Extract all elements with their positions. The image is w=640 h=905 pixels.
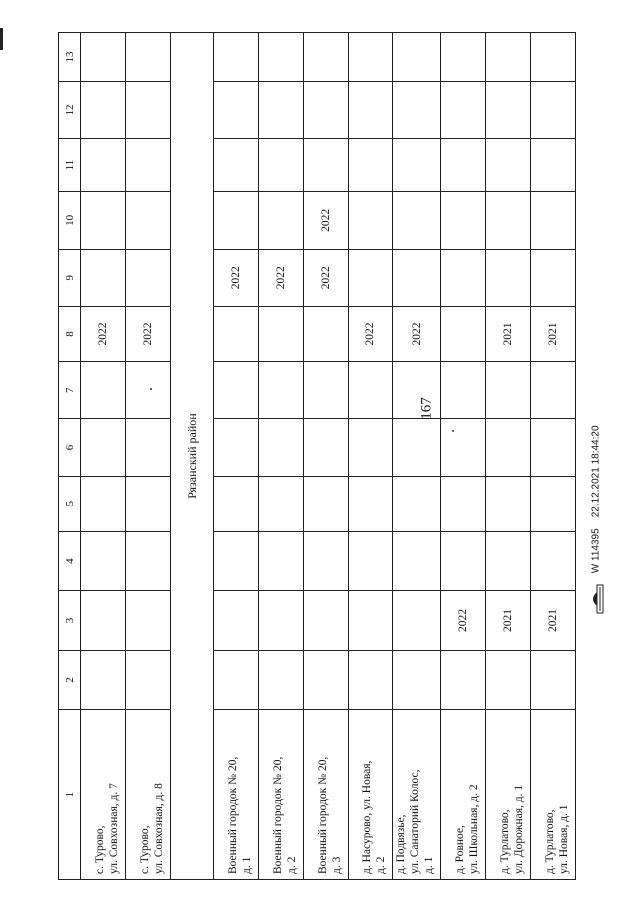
table-cell bbox=[81, 650, 126, 709]
table-cell bbox=[213, 531, 258, 590]
table-cell bbox=[348, 650, 393, 709]
column-header: 7 bbox=[59, 362, 81, 419]
table-cell bbox=[393, 650, 441, 709]
table-cell bbox=[348, 531, 393, 590]
table-cell bbox=[393, 591, 441, 650]
table-cell bbox=[258, 81, 303, 138]
table-cell bbox=[393, 476, 441, 531]
table-row bbox=[258, 33, 303, 880]
document-timestamp: 22.12.2021 18:44:20 bbox=[590, 425, 602, 518]
table-cell bbox=[348, 33, 393, 82]
row-label-line: д. 1 bbox=[240, 856, 253, 874]
row-label-line: ул. Совхозная, д. 7 bbox=[108, 783, 121, 874]
table-cell bbox=[258, 139, 303, 192]
table-cell bbox=[531, 192, 576, 249]
table-cell bbox=[486, 81, 531, 138]
row-label-line: д. 2 bbox=[375, 856, 388, 874]
table-cell bbox=[258, 650, 303, 709]
column-header: 13 bbox=[59, 33, 81, 82]
section-row bbox=[171, 33, 214, 880]
table-cell bbox=[393, 81, 441, 138]
table-cell bbox=[81, 591, 126, 650]
table-cell bbox=[258, 362, 303, 419]
row-label-line: Военный городок № 20, bbox=[226, 756, 239, 874]
row-label-line: д. Турлатово, bbox=[544, 809, 556, 874]
table-cell bbox=[213, 81, 258, 138]
row-label-line: д. 3 bbox=[330, 856, 343, 874]
column-header: 12 bbox=[59, 81, 81, 138]
table-cell bbox=[348, 249, 393, 306]
table-cell bbox=[126, 192, 171, 249]
table-cell bbox=[486, 139, 531, 192]
table-cell bbox=[348, 591, 393, 650]
table-cell bbox=[126, 33, 171, 82]
table-cell bbox=[258, 531, 303, 590]
table-cell bbox=[81, 419, 126, 476]
row-label-line: ул. Новая, д. 1 bbox=[558, 804, 570, 874]
row-label bbox=[303, 710, 348, 880]
table-cell bbox=[126, 139, 171, 192]
table-cell bbox=[213, 33, 258, 82]
table-cell bbox=[393, 192, 441, 249]
table-cell bbox=[303, 33, 348, 82]
row-label-line: д. Ровное, bbox=[454, 825, 467, 874]
table-cell bbox=[441, 531, 486, 590]
table-cell bbox=[393, 249, 441, 306]
row-label-line: ул. Совхозная, д. 8 bbox=[153, 783, 166, 874]
scan-edge-mark bbox=[0, 28, 3, 50]
table-cell bbox=[441, 362, 486, 419]
column-header: 3 bbox=[59, 591, 81, 650]
table-cell bbox=[441, 419, 486, 476]
table-cell bbox=[393, 139, 441, 192]
table-cell bbox=[213, 650, 258, 709]
row-label bbox=[126, 710, 171, 880]
table-cell: 2022 bbox=[126, 306, 171, 361]
table-cell bbox=[486, 362, 531, 419]
table-cell bbox=[81, 362, 126, 419]
column-header: 9 bbox=[59, 249, 81, 306]
table-cell bbox=[213, 362, 258, 419]
table-cell bbox=[213, 192, 258, 249]
table-cell bbox=[258, 306, 303, 361]
row-label-line: Военный городок № 20, bbox=[316, 756, 329, 874]
table-cell bbox=[213, 419, 258, 476]
column-header: 5 bbox=[59, 476, 81, 531]
table-cell bbox=[393, 362, 441, 419]
table-cell bbox=[303, 81, 348, 138]
table-cell bbox=[348, 362, 393, 419]
table-row bbox=[441, 33, 486, 880]
table-cell bbox=[258, 419, 303, 476]
table-cell: 2022 bbox=[348, 306, 393, 361]
table-cell bbox=[348, 192, 393, 249]
table-cell bbox=[486, 249, 531, 306]
table-cell bbox=[486, 33, 531, 82]
table-cell bbox=[126, 362, 171, 419]
table-cell bbox=[213, 139, 258, 192]
row-label bbox=[213, 710, 258, 880]
row-label bbox=[348, 710, 393, 880]
data-table bbox=[58, 32, 576, 880]
table-cell bbox=[81, 476, 126, 531]
table-cell bbox=[126, 419, 171, 476]
row-label-line: с. Турово, bbox=[139, 825, 152, 874]
table-row bbox=[531, 33, 576, 880]
table-cell bbox=[81, 81, 126, 138]
table-cell bbox=[81, 192, 126, 249]
table-cell: 2021 bbox=[531, 306, 576, 361]
table-cell bbox=[81, 33, 126, 82]
table-cell: 2022 bbox=[393, 306, 441, 361]
table-cell bbox=[486, 192, 531, 249]
column-header: 8 bbox=[59, 306, 81, 361]
table-cell bbox=[303, 362, 348, 419]
column-header: 6 bbox=[59, 419, 81, 476]
document-footer bbox=[588, 394, 610, 614]
table-cell bbox=[303, 531, 348, 590]
table-cell: 2022 bbox=[213, 249, 258, 306]
document-code: W 114395 bbox=[590, 528, 602, 574]
header-row bbox=[59, 33, 81, 880]
table-cell bbox=[81, 531, 126, 590]
table-cell bbox=[486, 476, 531, 531]
page-number: 167 bbox=[418, 397, 435, 420]
table-cell bbox=[258, 476, 303, 531]
row-label-line: д. Насурово, ул. Новая, bbox=[361, 760, 374, 874]
table-cell: 2022 bbox=[303, 192, 348, 249]
table-cell bbox=[441, 476, 486, 531]
table-cell: 2022 bbox=[81, 306, 126, 361]
table-cell bbox=[531, 139, 576, 192]
table-cell bbox=[126, 650, 171, 709]
row-label-line: ул. Санаторий Колос, bbox=[409, 769, 422, 874]
table-cell bbox=[258, 33, 303, 82]
column-header: 11 bbox=[59, 139, 81, 192]
table-cell bbox=[441, 33, 486, 82]
table-cell bbox=[303, 419, 348, 476]
row-label bbox=[441, 710, 486, 880]
table-cell bbox=[348, 139, 393, 192]
table-row bbox=[393, 33, 441, 880]
table-cell bbox=[303, 650, 348, 709]
table-cell bbox=[126, 591, 171, 650]
table-cell bbox=[303, 306, 348, 361]
row-label-line: д. 2 bbox=[285, 856, 298, 874]
table-cell bbox=[393, 419, 441, 476]
table-cell bbox=[303, 591, 348, 650]
table-cell: 2022 bbox=[303, 249, 348, 306]
table-cell bbox=[348, 419, 393, 476]
row-label-line: д. Турлатово, bbox=[499, 809, 512, 874]
row-label-line: д. 1 bbox=[423, 856, 436, 874]
table-cell bbox=[531, 419, 576, 476]
table-cell bbox=[81, 249, 126, 306]
row-label bbox=[531, 710, 576, 880]
table-row bbox=[126, 33, 171, 880]
table-cell bbox=[213, 591, 258, 650]
rotated-table-wrapper bbox=[58, 32, 576, 880]
table-cell bbox=[126, 531, 171, 590]
table-cell: 2022 bbox=[258, 249, 303, 306]
table-cell bbox=[486, 531, 531, 590]
table-cell bbox=[213, 306, 258, 361]
table-cell bbox=[348, 476, 393, 531]
row-label-line: д. Подвязье, bbox=[395, 814, 408, 874]
table-cell: 2021 bbox=[531, 591, 576, 650]
table-cell bbox=[531, 81, 576, 138]
table-cell bbox=[531, 531, 576, 590]
table-cell bbox=[531, 476, 576, 531]
table-cell bbox=[441, 249, 486, 306]
row-label-line: Военный городок № 20, bbox=[271, 756, 284, 874]
table-cell: 2022 bbox=[441, 591, 486, 650]
table-cell: 2021 bbox=[486, 591, 531, 650]
table-row bbox=[303, 33, 348, 880]
table-cell bbox=[126, 476, 171, 531]
table-cell bbox=[441, 81, 486, 138]
column-header: 10 bbox=[59, 192, 81, 249]
table-cell bbox=[441, 650, 486, 709]
table-row bbox=[81, 33, 126, 880]
table-cell bbox=[531, 362, 576, 419]
table-cell bbox=[303, 476, 348, 531]
table-cell bbox=[126, 81, 171, 138]
section-title: Рязанский район bbox=[171, 33, 214, 880]
table-cell bbox=[126, 249, 171, 306]
row-label bbox=[393, 710, 441, 880]
table-cell bbox=[486, 419, 531, 476]
table-cell bbox=[258, 591, 303, 650]
table-cell bbox=[531, 249, 576, 306]
table-cell bbox=[81, 139, 126, 192]
column-header: 4 bbox=[59, 531, 81, 590]
row-label bbox=[81, 710, 126, 880]
table-row bbox=[213, 33, 258, 880]
table-row bbox=[348, 33, 393, 880]
table-cell bbox=[213, 476, 258, 531]
table-cell bbox=[258, 192, 303, 249]
table-cell bbox=[441, 192, 486, 249]
table-cell: 2021 bbox=[486, 306, 531, 361]
table-cell bbox=[531, 33, 576, 82]
table-cell bbox=[441, 139, 486, 192]
table-cell bbox=[393, 531, 441, 590]
gov-seal-icon bbox=[588, 584, 604, 614]
row-label-line: ул. Школьная, д. 2 bbox=[468, 784, 481, 874]
row-label-line: ул. Дорожная, д. 1 bbox=[513, 784, 526, 874]
table-cell bbox=[486, 650, 531, 709]
table-row bbox=[486, 33, 531, 880]
table-cell bbox=[348, 81, 393, 138]
row-label-line: с. Турово, bbox=[94, 825, 107, 874]
column-header: 1 bbox=[59, 710, 81, 880]
table-cell bbox=[531, 650, 576, 709]
table-cell bbox=[393, 33, 441, 82]
table-cell bbox=[303, 139, 348, 192]
column-header: 2 bbox=[59, 650, 81, 709]
table-cell bbox=[441, 306, 486, 361]
row-label bbox=[258, 710, 303, 880]
row-label bbox=[486, 710, 531, 880]
